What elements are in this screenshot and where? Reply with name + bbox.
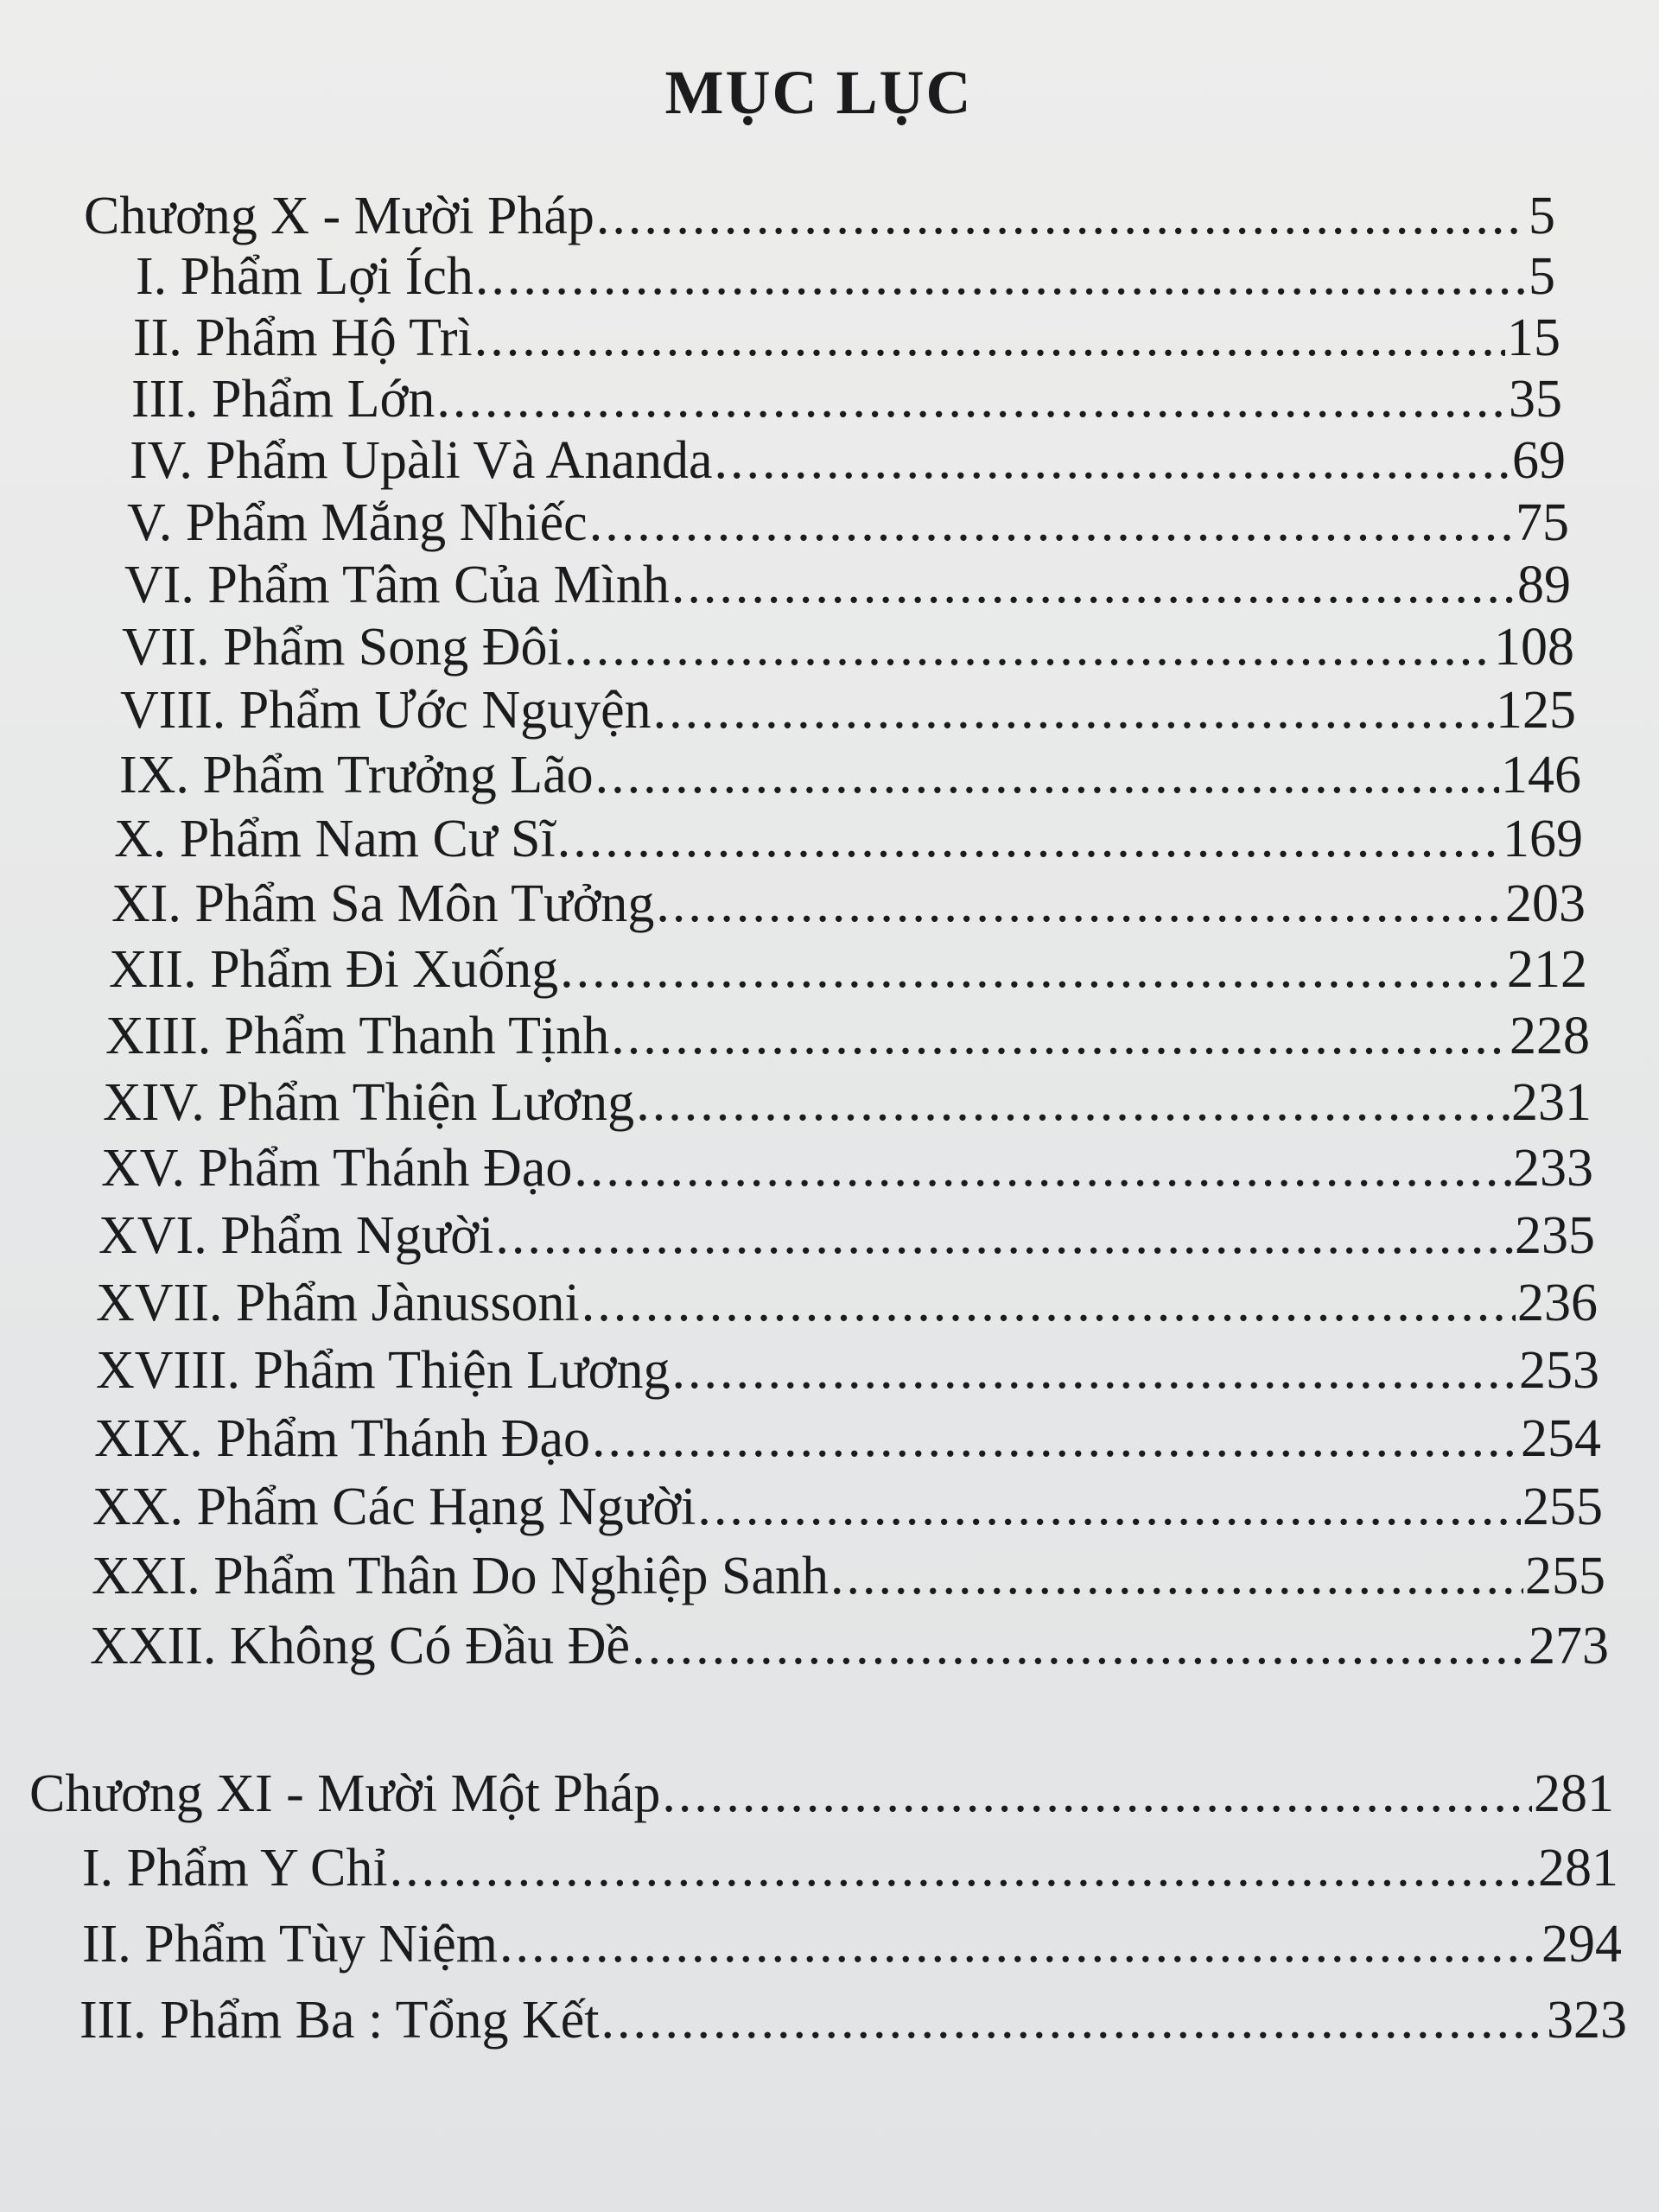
toc-page-number: 254 [1521, 1409, 1601, 1468]
toc-entry [111, 873, 1586, 935]
dot-leader [653, 679, 1494, 741]
toc-label: VII. Phẩm Song Đôi [122, 618, 563, 677]
toc-label: I. Phẩm Y Chỉ [82, 1839, 388, 1897]
toc-label: Chương XI - Mười Một Pháp [29, 1764, 661, 1823]
toc-page-number: 255 [1525, 1547, 1605, 1605]
toc-entry [82, 1913, 1622, 1975]
dot-leader [596, 185, 1527, 247]
toc-entry [131, 368, 1562, 430]
dot-leader [582, 1272, 1516, 1334]
toc-entry [122, 616, 1574, 678]
toc-label: IV. Phẩm Upàli Và Ananda [130, 431, 713, 490]
toc-label: XI. Phẩm Sa Môn Tưởng [111, 874, 655, 933]
toc-page-number: 273 [1529, 1617, 1609, 1675]
toc-label: XVI. Phẩm Người [99, 1206, 494, 1265]
dot-leader [592, 1408, 1519, 1470]
toc-entry [103, 1071, 1592, 1134]
toc-label: III. Phẩm Lớn [131, 370, 435, 429]
dot-leader [697, 1476, 1521, 1538]
toc-page-number: 294 [1541, 1915, 1622, 1974]
toc-entry [124, 554, 1571, 616]
toc-page-number: 5 [1529, 247, 1555, 306]
toc-page-number: 323 [1547, 1991, 1627, 2050]
toc-page-number: 108 [1494, 618, 1574, 677]
dot-leader [475, 245, 1527, 308]
dot-leader [632, 1615, 1527, 1677]
toc-entry [101, 1137, 1593, 1199]
toc-page-number: 228 [1510, 1007, 1590, 1065]
dot-leader [495, 1205, 1513, 1267]
toc-page-number: 212 [1507, 940, 1587, 999]
toc-label: XVIII. Phẩm Thiện Lương [96, 1341, 671, 1400]
toc-chapter-heading [84, 185, 1555, 247]
dot-leader [656, 873, 1503, 935]
toc-label: XIX. Phẩm Thánh Đạo [94, 1409, 590, 1468]
toc-entry [127, 492, 1569, 554]
toc-page-number: 253 [1519, 1341, 1599, 1400]
toc-page-number: 233 [1513, 1139, 1593, 1198]
toc-page-number: 235 [1515, 1206, 1595, 1265]
toc-page-number: 15 [1507, 308, 1560, 367]
toc-entry [90, 1615, 1609, 1677]
dot-leader [574, 1137, 1511, 1199]
toc-page-number: 281 [1534, 1764, 1614, 1823]
toc-entry [96, 1339, 1599, 1402]
toc-label: XXI. Phẩm Thân Do Nghiệp Sanh [92, 1547, 829, 1605]
dot-leader [557, 808, 1501, 870]
toc-label: VIII. Phẩm Ước Nguyện [120, 681, 652, 740]
toc-page-number: 146 [1501, 746, 1581, 804]
dot-leader [601, 1989, 1545, 2051]
page-title: MỤC LỤC [664, 58, 973, 127]
dot-leader [560, 938, 1505, 1001]
dot-leader [474, 307, 1505, 369]
toc-label: III. Phẩm Ba : Tổng Kết [79, 1991, 600, 2050]
toc-entry [136, 245, 1555, 308]
toc-entry [94, 1408, 1601, 1470]
dot-leader [499, 1913, 1540, 1975]
dot-leader [436, 368, 1507, 430]
toc-page-number: 169 [1503, 810, 1583, 868]
toc-chapter-heading [29, 1763, 1614, 1825]
dot-leader [564, 616, 1492, 678]
toc-page-number: 89 [1517, 556, 1571, 614]
dot-leader [589, 492, 1514, 554]
toc-label: X. Phẩm Nam Cư Sĩ [114, 810, 556, 868]
toc-label: XIII. Phẩm Thanh Tịnh [105, 1007, 610, 1065]
toc-label: V. Phẩm Mắng Nhiếc [127, 493, 588, 552]
toc-label: II. Phẩm Hộ Trì [133, 308, 473, 367]
dot-leader [390, 1837, 1536, 1899]
toc-entry [92, 1545, 1605, 1607]
toc-page-number: 75 [1516, 493, 1569, 552]
dot-leader [714, 429, 1510, 492]
toc-page-number: 69 [1512, 431, 1566, 490]
toc-page-number: 231 [1511, 1073, 1592, 1132]
toc-page-number: 281 [1538, 1839, 1618, 1897]
toc-entry [96, 1272, 1598, 1334]
toc-page-number: 255 [1522, 1478, 1603, 1536]
toc-label: XXII. Không Có Đầu Đề [90, 1617, 631, 1675]
toc-page-number: 236 [1517, 1274, 1598, 1332]
toc-entry [133, 307, 1560, 369]
toc-label: Chương X - Mười Pháp [84, 187, 594, 245]
toc-label: XV. Phẩm Thánh Đạo [101, 1139, 573, 1198]
toc-page-number: 35 [1509, 370, 1562, 429]
toc-entry [119, 744, 1581, 806]
toc-label: I. Phẩm Lợi Ích [136, 247, 474, 306]
toc-page-number: 125 [1496, 681, 1576, 740]
toc-page-number: 5 [1529, 187, 1555, 245]
toc-entry [92, 1476, 1603, 1538]
toc-label: XX. Phẩm Các Hạng Người [92, 1478, 696, 1536]
toc-label: II. Phẩm Tùy Niệm [82, 1915, 499, 1974]
toc-entry [130, 429, 1566, 492]
toc-label: XVII. Phẩm Jànussoni [96, 1274, 580, 1332]
toc-page-number: 203 [1505, 874, 1586, 933]
toc-label: XIV. Phẩm Thiện Lương [103, 1073, 635, 1132]
dot-leader [671, 1339, 1517, 1402]
toc-label: XII. Phẩm Đi Xuống [109, 940, 559, 999]
toc-entry [105, 1005, 1590, 1067]
toc-entry [114, 808, 1583, 870]
toc-entry [120, 679, 1576, 741]
toc-label: IX. Phẩm Trưởng Lão [119, 746, 594, 804]
dot-leader [830, 1545, 1523, 1607]
dot-leader [595, 744, 1499, 806]
toc-entry [82, 1837, 1618, 1899]
dot-leader [671, 554, 1516, 616]
toc-entry [99, 1205, 1595, 1267]
toc-entry [109, 938, 1587, 1001]
toc-entry [79, 1989, 1627, 2051]
dot-leader [611, 1005, 1508, 1067]
toc-label: VI. Phẩm Tâm Của Mình [124, 556, 670, 614]
dot-leader [662, 1763, 1532, 1825]
dot-leader [636, 1071, 1510, 1134]
